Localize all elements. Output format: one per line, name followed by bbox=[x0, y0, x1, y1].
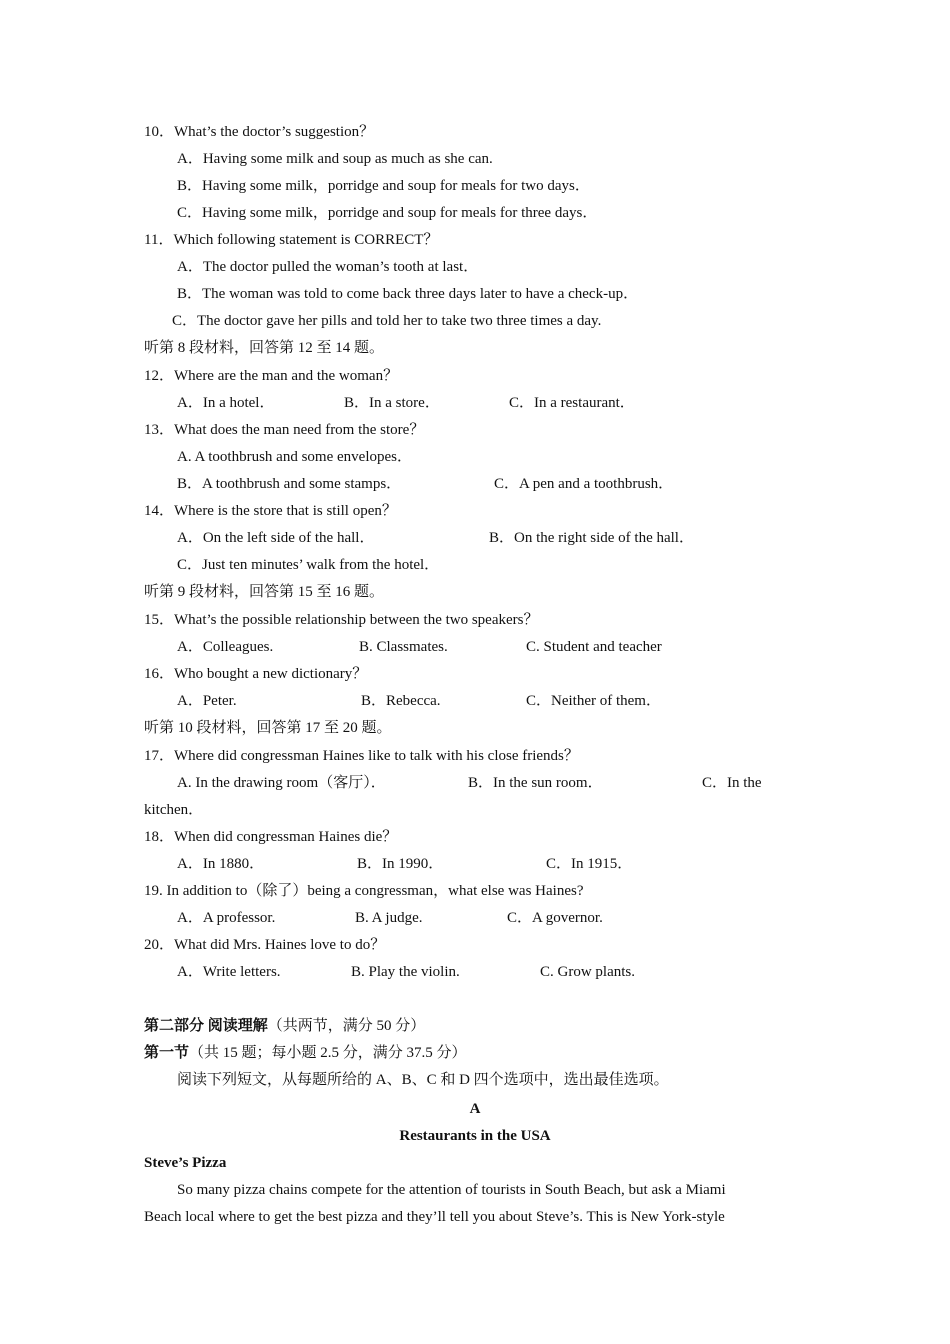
question-20-option-c: C. Grow plants. bbox=[540, 964, 635, 980]
passage-line-1: So many pizza chains compete for the attention of tourists in South Beach, but ask a Miami bbox=[177, 1182, 726, 1198]
question-17-option-c-continued: kitchen． bbox=[144, 802, 204, 818]
question-11-stem: 11．Which following statement is CORRECT？ bbox=[144, 232, 439, 248]
question-12-option-b: B．In a store． bbox=[344, 395, 440, 411]
question-13-option-a: A. A toothbrush and some envelopes． bbox=[177, 449, 412, 465]
question-12-option-a: A．In a hotel． bbox=[177, 395, 275, 411]
section-9-instruction: 听第 9 段材料，回答第 15 至 16 题。 bbox=[144, 584, 385, 600]
question-13-option-b: B．A toothbrush and some stamps． bbox=[177, 476, 402, 492]
question-14-option-b: B．On the right side of the hall． bbox=[489, 530, 694, 546]
passage-heading: Steve’s Pizza bbox=[144, 1155, 227, 1171]
question-16-option-a: A．Peter. bbox=[177, 693, 237, 709]
question-11-option-a: A．The doctor pulled the woman’s tooth at last． bbox=[177, 259, 479, 275]
part-2-title-bold: 第二部分 阅读理解 bbox=[144, 1018, 268, 1034]
question-14-option-a: A．On the left side of the hall． bbox=[177, 530, 375, 546]
question-15-option-a: A．Colleagues. bbox=[177, 639, 274, 655]
section-8-instruction: 听第 8 段材料，回答第 12 至 14 题。 bbox=[144, 340, 385, 356]
question-16-stem: 16．Who bought a new dictionary？ bbox=[144, 666, 368, 682]
question-14-stem: 14．Where is the store that is still open？ bbox=[144, 503, 397, 519]
question-18-option-b: B．In 1990． bbox=[357, 856, 444, 872]
question-19-option-c: C．A governor. bbox=[507, 910, 603, 926]
part-2-title-score: （共两节，满分 50 分） bbox=[267, 1018, 426, 1034]
reading-instruction: 阅读下列短文，从每题所给的 A、B、C 和 D 四个选项中，选出最佳选项。 bbox=[177, 1072, 669, 1088]
question-18-option-c: C．In 1915． bbox=[546, 856, 633, 872]
section-1-title-score: （共 15 题；每小题 2.5 分，满分 37.5 分） bbox=[189, 1045, 467, 1061]
question-11-option-b: B．The woman was told to come back three days later to have a check-up． bbox=[177, 286, 639, 302]
question-10-option-a: A．Having some milk and soup as much as she can. bbox=[177, 151, 493, 167]
question-20-stem: 20．What did Mrs. Haines love to do？ bbox=[144, 937, 386, 953]
passage-letter: A bbox=[469, 1101, 481, 1117]
question-13-option-c: C．A pen and a toothbrush． bbox=[494, 476, 674, 492]
question-14-option-c: C．Just ten minutes’ walk from the hotel． bbox=[177, 557, 440, 573]
question-13-stem: 13．What does the man need from the store？ bbox=[144, 422, 425, 438]
question-18-stem: 18．When did congressman Haines die？ bbox=[144, 829, 398, 845]
part-2-title bbox=[144, 1016, 425, 1036]
question-11-option-c: C．The doctor gave her pills and told her to take two three times a day. bbox=[172, 313, 602, 329]
question-12-stem: 12．Where are the man and the woman？ bbox=[144, 368, 399, 384]
question-17-stem: 17．Where did congressman Haines like to talk with his close friends？ bbox=[144, 748, 579, 764]
passage-title: Restaurants in the USA bbox=[399, 1128, 551, 1144]
question-20-option-a: A．Write letters. bbox=[177, 964, 281, 980]
question-10-stem: 10．What’s the doctor’s suggestion？ bbox=[144, 124, 375, 140]
question-10-option-c: C．Having some milk，porridge and soup for meals for three days． bbox=[177, 205, 598, 221]
question-10-option-b: B．Having some milk，porridge and soup for meals for two days． bbox=[177, 178, 590, 194]
question-18-option-a: A．In 1880． bbox=[177, 856, 265, 872]
question-16-option-b: B．Rebecca. bbox=[361, 693, 441, 709]
question-17-option-a: A. In the drawing room（客厅）． bbox=[177, 775, 386, 791]
section-10-instruction: 听第 10 段材料，回答第 17 至 20 题。 bbox=[144, 720, 392, 736]
section-1-title bbox=[144, 1043, 467, 1063]
question-17-option-c: C．In the bbox=[702, 775, 762, 791]
question-15-stem: 15．What’s the possible relationship between the two speakers？ bbox=[144, 612, 539, 628]
question-12-option-c: C．In a restaurant． bbox=[509, 395, 635, 411]
question-16-option-c: C．Neither of them． bbox=[526, 693, 661, 709]
section-1-title-bold: 第一节 bbox=[144, 1045, 190, 1061]
question-19-stem: 19. In addition to（除了）being a congressman，what else was Haines? bbox=[144, 883, 584, 899]
question-17-option-b: B．In the sun room． bbox=[468, 775, 603, 791]
question-15-option-b: B. Classmates. bbox=[359, 639, 448, 655]
question-19-option-a: A．A professor. bbox=[177, 910, 276, 926]
question-19-option-b: B. A judge. bbox=[355, 910, 423, 926]
question-15-option-c: C. Student and teacher bbox=[526, 639, 662, 655]
question-20-option-b: B. Play the violin. bbox=[351, 964, 460, 980]
passage-line-2: Beach local where to get the best pizza and they’ll tell you about Steve’s. This is New York-style bbox=[144, 1209, 725, 1225]
